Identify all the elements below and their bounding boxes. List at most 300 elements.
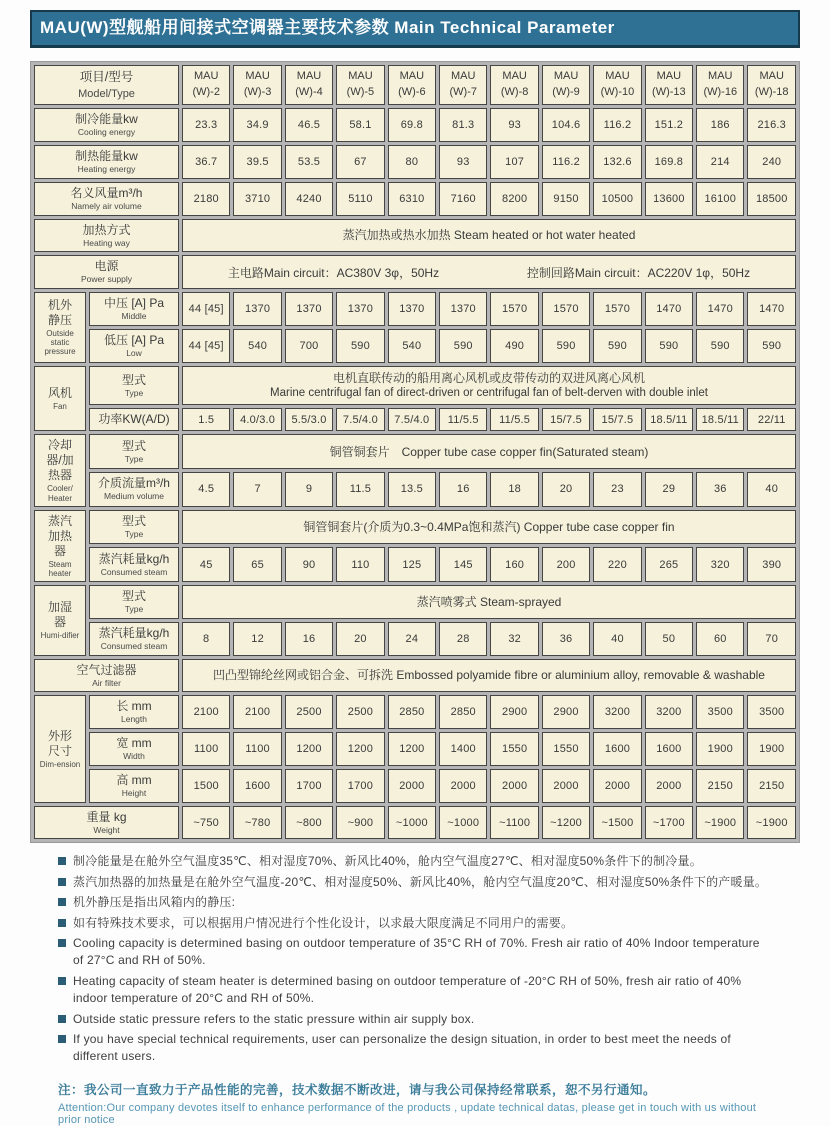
value-cell: 16	[439, 472, 487, 507]
value-cell: 1900	[747, 732, 796, 766]
label-zh: 机外静压	[47, 298, 72, 328]
square-bullet-icon	[58, 977, 66, 985]
model-header	[542, 65, 590, 105]
label-en: Height	[121, 787, 147, 798]
value-cell: 70	[747, 622, 796, 656]
row-label	[34, 145, 179, 179]
value-cell: 116.2	[593, 108, 641, 142]
model-header	[182, 65, 230, 105]
model-line1: MAU	[656, 70, 682, 83]
model-line2: (W)-2	[192, 86, 220, 99]
label-en: Outside static pressure	[44, 329, 76, 357]
label-en: Fan	[53, 401, 67, 411]
value-cell: 590	[439, 329, 487, 363]
value-cell: 7	[233, 472, 281, 507]
value-cell: 11.5	[336, 472, 384, 507]
value-cell: ~750	[182, 806, 230, 840]
row-label	[34, 806, 179, 840]
label-en: Heating energy	[77, 164, 136, 175]
note-text: Heating capacity of steam heater is determined basing on outdoor temperature of -20°C RH of 50%, fresh air ratio of 40% indoor temperature of 20°C and RH of 50%.	[73, 973, 742, 1006]
value-cell: 20	[336, 622, 384, 656]
value-cell: 81.3	[439, 108, 487, 142]
value-cell: ~1900	[747, 806, 796, 840]
row-label	[89, 732, 179, 766]
value-cell: 39.5	[233, 145, 281, 179]
label-zh: 项目/型号	[79, 69, 134, 84]
table-row	[34, 145, 796, 179]
value-cell: 45	[182, 547, 230, 582]
label-zh: 长 mm	[116, 699, 152, 714]
span-cell	[182, 255, 796, 289]
model-line1: MAU	[708, 70, 733, 83]
value-cell: 7160	[439, 182, 487, 216]
label-en: Type	[124, 529, 144, 540]
table-row	[34, 472, 796, 507]
model-line2: (W)-13	[652, 86, 686, 99]
table-row	[34, 434, 796, 469]
label-en: Heating way	[83, 237, 130, 248]
table-row	[34, 219, 796, 253]
value-cell: 145	[439, 547, 487, 582]
value-cell: 1700	[336, 769, 384, 803]
model-line2: (W)-3	[243, 86, 272, 99]
value-cell: 2100	[233, 695, 281, 729]
table-row	[34, 695, 796, 729]
label-en: Type	[124, 387, 144, 398]
value-cell: 11/5.5	[490, 408, 538, 431]
note-text: 机外静压是指出风箱内的静压:	[73, 895, 236, 910]
value-cell: 590	[593, 329, 641, 363]
span-part: 主电路Main circuit：AC380V 3φ，50Hz	[227, 265, 440, 280]
row-label	[89, 510, 179, 545]
span-cell	[182, 585, 796, 619]
value-cell: 590	[542, 329, 590, 363]
model-line2: (W)-5	[346, 86, 375, 99]
value-cell: 7.5/4.0	[388, 408, 436, 431]
value-cell: 1400	[439, 732, 487, 766]
value-cell: 1.5	[182, 408, 230, 431]
value-cell: 20	[542, 472, 590, 507]
value-cell: 9	[285, 472, 333, 507]
note-text: Outside static pressure refers to the static pressure within air supply box.	[73, 1011, 475, 1026]
row-label	[34, 108, 179, 142]
model-line1: MAU	[605, 70, 630, 83]
value-cell: 1470	[645, 292, 693, 326]
value-cell: 5110	[336, 182, 384, 216]
model-line1: MAU	[553, 70, 579, 83]
group-label	[34, 695, 86, 802]
label-en: Cooler/ Heater	[47, 484, 73, 503]
value-cell: 29	[645, 472, 693, 507]
value-cell: 3200	[645, 695, 693, 729]
row-label	[89, 585, 179, 619]
value-cell: 240	[747, 145, 796, 179]
value-cell: 116.2	[542, 145, 590, 179]
value-cell: 590	[747, 329, 796, 363]
value-cell: 1550	[542, 732, 590, 766]
label-en: Medium volume	[104, 491, 164, 502]
value-cell: 3500	[696, 695, 744, 729]
value-cell: ~800	[285, 806, 333, 840]
note-item	[58, 1031, 770, 1066]
group-label	[34, 585, 86, 656]
value-cell: 125	[388, 547, 436, 582]
model-header	[285, 65, 333, 105]
value-cell: 132.6	[593, 145, 641, 179]
model-header	[336, 65, 384, 105]
value-cell: 16100	[696, 182, 744, 216]
label-zh: 蒸汽耗量kg/h	[98, 551, 170, 566]
span-parts	[184, 264, 794, 281]
value-cell: 18500	[747, 182, 796, 216]
value-cell: 4.5	[182, 472, 230, 507]
table-row	[34, 732, 796, 766]
value-cell: 9150	[542, 182, 590, 216]
row-label	[89, 292, 179, 326]
label-en: Consumed steam	[100, 566, 168, 577]
model-header	[490, 65, 538, 105]
span-part: 控制回路Main circuit：AC220V 1φ，50Hz	[526, 265, 751, 280]
value-cell: 1550	[490, 732, 538, 766]
label-zh: 功率KW(A/D)	[98, 412, 170, 427]
note-item	[58, 935, 770, 970]
value-cell: 34.9	[233, 108, 281, 142]
label-zh: 中压 [A] Pa	[103, 296, 165, 311]
note-text: 蒸汽加热器的加热量是在舱外空气温度-20℃、相对湿度50%、新风比40%，舱内空气温度20℃、相对湿度50%条件下的产暖量。	[73, 874, 768, 889]
value-cell: ~1200	[542, 806, 590, 840]
label-zh: 冷却器/加热器	[46, 438, 74, 483]
model-line1: MAU	[296, 70, 322, 83]
square-bullet-icon	[58, 1015, 66, 1023]
value-cell: 2000	[593, 769, 641, 803]
value-cell: 216.3	[747, 108, 796, 142]
value-cell: 58.1	[336, 108, 384, 142]
value-cell: 590	[696, 329, 744, 363]
value-cell: 1570	[593, 292, 641, 326]
square-bullet-icon	[58, 939, 66, 947]
model-header	[645, 65, 693, 105]
value-cell: 2000	[439, 769, 487, 803]
label-en: Namely air volume	[71, 200, 142, 211]
label-zh: 风机	[47, 385, 72, 400]
row-label	[89, 547, 179, 582]
label-zh: 制冷能量kw	[75, 112, 138, 127]
model-line2: (W)-9	[552, 86, 580, 99]
span-line: 铜管铜套片(介质为0.3~0.4MPa饱和蒸汽) Copper tube case copper fin	[303, 519, 675, 534]
value-cell: 1600	[233, 769, 281, 803]
value-cell: 15/7.5	[593, 408, 641, 431]
label-en: Type	[124, 453, 144, 464]
model-type-header	[34, 65, 179, 105]
span-line: Marine centrifugal fan of direct-driven or centrifugal fan of belt-derven with double inlet	[270, 386, 708, 399]
value-cell: 1700	[285, 769, 333, 803]
label-zh: 电源	[94, 259, 119, 274]
row-label	[34, 182, 179, 216]
value-cell: 69.8	[388, 108, 436, 142]
value-cell: 1370	[336, 292, 384, 326]
value-cell: 590	[645, 329, 693, 363]
value-cell: 3500	[747, 695, 796, 729]
label-en: Air filter	[92, 677, 121, 688]
value-cell: ~1700	[645, 806, 693, 840]
value-cell: ~1500	[593, 806, 641, 840]
value-cell: 1200	[388, 732, 436, 766]
value-cell: 110	[336, 547, 384, 582]
value-cell: 160	[490, 547, 538, 582]
model-header	[439, 65, 487, 105]
table-row	[34, 182, 796, 216]
model-line1: MAU	[245, 70, 270, 83]
label-zh: 介质流量m³/h	[97, 476, 170, 491]
value-cell: 60	[696, 622, 744, 656]
value-cell: 3200	[593, 695, 641, 729]
value-cell: 18.5/11	[696, 408, 744, 431]
value-cell: 1200	[285, 732, 333, 766]
model-header	[593, 65, 641, 105]
row-label	[89, 408, 179, 431]
model-line1: MAU	[502, 70, 527, 83]
value-cell: 104.6	[542, 108, 590, 142]
value-cell: 15/7.5	[542, 408, 590, 431]
page-title: MAU(W)型舰船用间接式空调器主要技术参数 Main Technical Parameter	[30, 10, 800, 48]
notes-section	[58, 853, 770, 1065]
model-header	[388, 65, 436, 105]
note-text: If you have special technical requirements, user can personalize the design situation, in order to best meet the needs of different users.	[73, 1031, 731, 1064]
value-cell: ~1000	[388, 806, 436, 840]
value-cell: 23.3	[182, 108, 230, 142]
value-cell: 107	[490, 145, 538, 179]
value-cell: 36	[696, 472, 744, 507]
model-line1: MAU	[451, 70, 476, 83]
table-row	[34, 769, 796, 803]
value-cell: 169.8	[645, 145, 693, 179]
note-item	[58, 894, 770, 911]
note-item	[58, 874, 770, 891]
label-en: Cooling energy	[77, 127, 136, 138]
value-cell: 1900	[696, 732, 744, 766]
row-label	[89, 695, 179, 729]
model-line2: (W)-16	[703, 86, 738, 99]
span-cell	[182, 219, 796, 253]
row-label	[89, 366, 179, 406]
row-label	[89, 769, 179, 803]
label-zh: 加湿器	[47, 600, 72, 630]
label-zh: 制热能量kw	[75, 149, 138, 164]
value-cell: 4.0/3.0	[233, 408, 281, 431]
value-cell: 23	[593, 472, 641, 507]
value-cell: 6310	[388, 182, 436, 216]
value-cell: 1600	[645, 732, 693, 766]
value-cell: 2850	[439, 695, 487, 729]
value-cell: 12	[233, 622, 281, 656]
model-line1: MAU	[399, 70, 425, 83]
table-row	[34, 366, 796, 406]
value-cell: ~1100	[490, 806, 538, 840]
row-label	[89, 329, 179, 363]
value-cell: 186	[696, 108, 744, 142]
value-cell: 2100	[182, 695, 230, 729]
value-cell: 151.2	[645, 108, 693, 142]
value-cell: 2500	[336, 695, 384, 729]
value-cell: ~780	[233, 806, 281, 840]
table-row	[34, 622, 796, 656]
table-row	[34, 585, 796, 619]
label-en: Steam heater	[48, 559, 72, 578]
value-cell: 36.7	[182, 145, 230, 179]
square-bullet-icon	[58, 1035, 66, 1043]
label-en: Model/Type	[78, 88, 135, 101]
model-line2: (W)-10	[600, 86, 635, 99]
label-zh: 蒸汽加热器	[47, 513, 72, 558]
value-cell: 50	[645, 622, 693, 656]
value-cell: 32	[490, 622, 538, 656]
label-en: Width	[123, 751, 145, 762]
label-zh: 型式	[121, 372, 146, 387]
value-cell: 1570	[542, 292, 590, 326]
span-line: 蒸汽喷雾式 Steam-sprayed	[416, 594, 562, 609]
row-label	[89, 434, 179, 469]
value-cell: 40	[747, 472, 796, 507]
value-cell: 8200	[490, 182, 538, 216]
footer-note-zh: 注：我公司一直致力于产品性能的完善，技术数据不断改进，请与我公司保持经常联系，恕不另行通知。	[58, 1082, 657, 1097]
value-cell: 1470	[696, 292, 744, 326]
row-label	[34, 255, 179, 289]
note-item	[58, 915, 770, 932]
label-zh: 加热方式	[82, 222, 131, 237]
value-cell: 1370	[388, 292, 436, 326]
label-en: Consumed steam	[100, 640, 168, 651]
value-cell: 28	[439, 622, 487, 656]
label-en: Power supply	[80, 274, 133, 285]
value-cell: 1370	[233, 292, 281, 326]
value-cell: 2000	[542, 769, 590, 803]
span-line: 蒸汽加热或热水加热 Steam heated or hot water heated	[342, 228, 636, 243]
label-en: Humi-difier	[40, 631, 80, 641]
span-cell	[182, 434, 796, 469]
row-label	[34, 219, 179, 253]
value-cell: 7.5/4.0	[336, 408, 384, 431]
label-zh: 型式	[121, 438, 146, 453]
value-cell: 1100	[233, 732, 281, 766]
value-cell: 5.5/3.0	[285, 408, 333, 431]
value-cell: 13.5	[388, 472, 436, 507]
model-line1: MAU	[759, 70, 784, 83]
value-cell: 700	[285, 329, 333, 363]
footer-note-en: Attention:Our company devotes itself to enhance performance of the products , update technical datas, please get in touch with us without prior notice	[58, 1101, 757, 1126]
square-bullet-icon	[58, 857, 66, 865]
note-item	[58, 853, 770, 870]
value-cell: 18.5/11	[645, 408, 693, 431]
value-cell: 8	[182, 622, 230, 656]
value-cell: 44 [45]	[182, 292, 230, 326]
value-cell: 1600	[593, 732, 641, 766]
value-cell: 1500	[182, 769, 230, 803]
value-cell: 1200	[336, 732, 384, 766]
row-label	[89, 622, 179, 656]
note-text: 如有特殊技术要求，可以根据用户情况进行个性化设计，以求最大限度满足不同用户的需要。	[73, 915, 574, 930]
value-cell: 1100	[182, 732, 230, 766]
value-cell: 90	[285, 547, 333, 582]
value-cell: 2000	[645, 769, 693, 803]
value-cell: 1470	[747, 292, 796, 326]
group-label	[34, 510, 86, 582]
span-cell	[182, 366, 796, 406]
model-line1: MAU	[193, 70, 219, 83]
value-cell: 65	[233, 547, 281, 582]
value-cell: 3710	[233, 182, 281, 216]
value-cell: 1370	[285, 292, 333, 326]
label-zh: 蒸汽耗量kg/h	[98, 625, 170, 640]
value-cell: 36	[542, 622, 590, 656]
value-cell: ~900	[336, 806, 384, 840]
label-zh: 型式	[121, 589, 146, 604]
label-en: Dim-ension	[39, 759, 81, 769]
group-label	[34, 292, 86, 363]
model-line1: MAU	[348, 70, 373, 83]
group-label	[34, 366, 86, 432]
note-item	[58, 1011, 770, 1028]
value-cell: 214	[696, 145, 744, 179]
model-header	[696, 65, 744, 105]
table-row	[34, 292, 796, 326]
value-cell: 220	[593, 547, 641, 582]
value-cell: 540	[233, 329, 281, 363]
value-cell: 2900	[542, 695, 590, 729]
value-cell: 2850	[388, 695, 436, 729]
value-cell: 80	[388, 145, 436, 179]
value-cell: 13600	[645, 182, 693, 216]
row-label	[89, 472, 179, 507]
square-bullet-icon	[58, 919, 66, 927]
note-text: Cooling capacity is determined basing on outdoor temperature of 35°C RH of 70%. Fresh air ratio of 40% Indoor temperature of 27°C and RH of 50%.	[73, 936, 760, 968]
label-zh: 空气过滤器	[76, 662, 137, 677]
value-cell: 265	[645, 547, 693, 582]
group-label	[34, 434, 86, 506]
value-cell: 24	[388, 622, 436, 656]
value-cell: 93	[490, 108, 538, 142]
value-cell: 590	[336, 329, 384, 363]
label-zh: 型式	[121, 514, 146, 529]
value-cell: 10500	[593, 182, 641, 216]
span-line: 电机直联传动的船用离心风机或皮带传动的双进风离心风机	[332, 370, 645, 385]
footer	[58, 1080, 770, 1126]
value-cell: 11/5.5	[439, 408, 487, 431]
model-header	[233, 65, 281, 105]
label-zh: 名义风量m³/h	[70, 185, 143, 200]
value-cell: ~1900	[696, 806, 744, 840]
value-cell: 53.5	[285, 145, 333, 179]
value-cell: 22/11	[747, 408, 796, 431]
square-bullet-icon	[58, 898, 66, 906]
table-row	[34, 547, 796, 582]
value-cell: 2150	[747, 769, 796, 803]
label-zh: 外形尺寸	[47, 728, 72, 758]
model-line2: (W)-4	[295, 86, 323, 99]
table-row	[34, 329, 796, 363]
label-zh: 低压 [A] Pa	[103, 332, 165, 347]
value-cell: 2000	[490, 769, 538, 803]
table-row	[34, 408, 796, 431]
value-cell: 4240	[285, 182, 333, 216]
value-cell: 93	[439, 145, 487, 179]
span-line: 铜管铜套片 Copper tube case copper fin(Saturated steam)	[329, 444, 649, 459]
span-cell	[182, 659, 796, 693]
header-row	[34, 65, 796, 105]
table-row	[34, 108, 796, 142]
note-text: 制冷能量是在舱外空气温度35℃、相对湿度70%、新风比40%，舱内空气温度27℃、相对湿度50%条件下的制冷量。	[73, 854, 702, 869]
table-row	[34, 806, 796, 840]
value-cell: 490	[490, 329, 538, 363]
